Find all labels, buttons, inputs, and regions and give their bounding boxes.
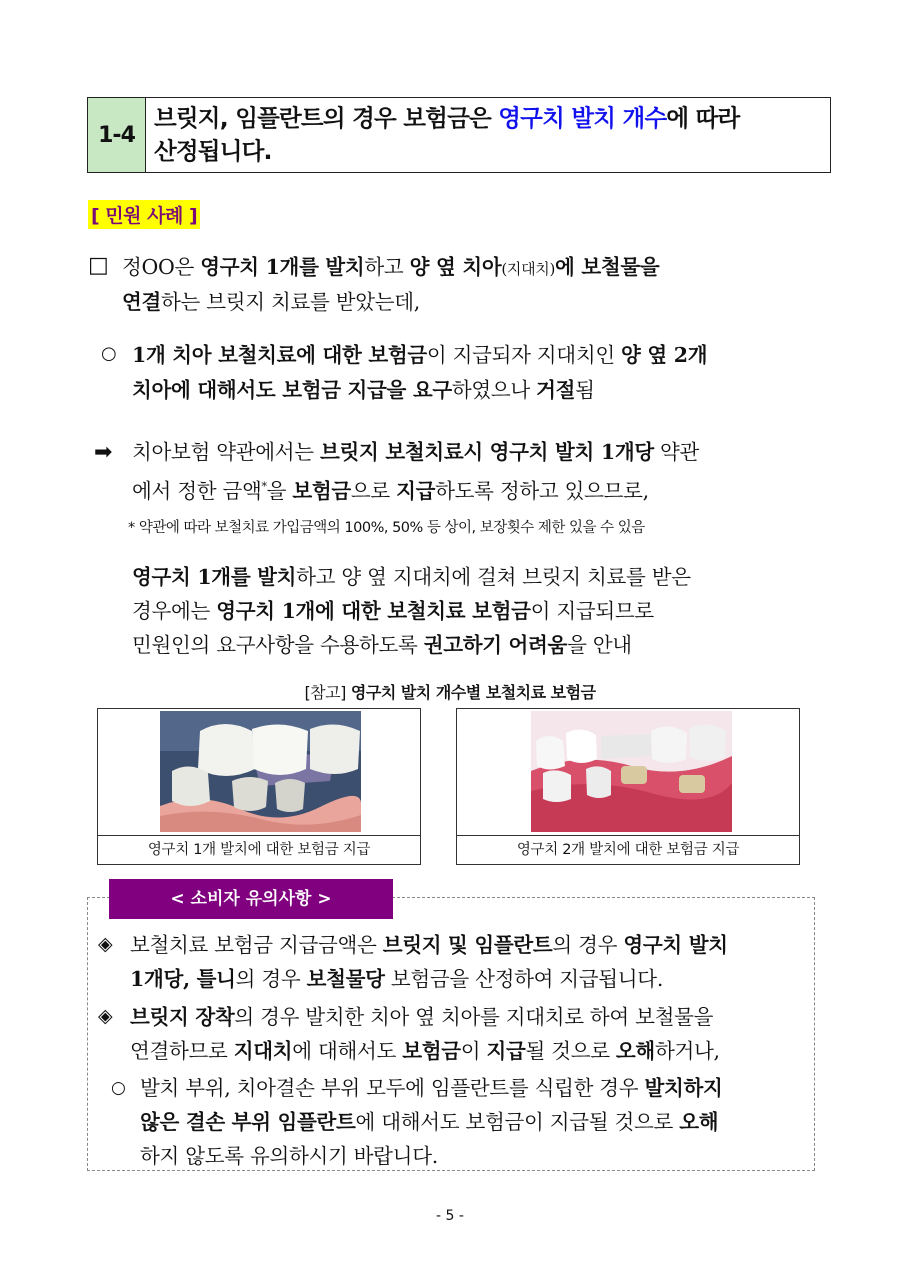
circle-bullet-icon: ○ (101, 343, 117, 364)
caution-item2-line1: 브릿지 장착의 경우 발치한 치아 옆 치아를 지대치로 하여 보철물을 (130, 1005, 714, 1029)
figure-1-caption: 영구치 1개 발치에 대한 보험금 지급 (97, 835, 421, 865)
caution-item2-line2: 연결하므로 지대치에 대해서도 보험금이 지급될 것으로 오해하거나, (130, 1039, 720, 1063)
bridge-one-tooth-image (160, 711, 361, 832)
diamond-bullet-icon: ◈ (98, 933, 113, 955)
caution-item3-line1: 발치 부위, 치아결손 부위 모두에 임플란트를 식립한 경우 발치하지 (140, 1076, 723, 1100)
result-line-4: 경우에는 영구치 1개에 대한 보철치료 보험금이 지급되므로 (132, 599, 654, 623)
square-bullet-icon: □ (88, 253, 109, 278)
section-title (146, 98, 830, 172)
case-line-2: 연결하는 브릿지 치료를 받았는데, (122, 290, 420, 314)
bridge-two-teeth-image (531, 711, 732, 832)
caution-tab: < 소비자 유의사항 > (109, 879, 393, 919)
caution-item1-line2: 1개당, 틀니의 경우 보철물당 보험금을 산정하여 지급됩니다. (130, 967, 664, 991)
section-header (87, 97, 831, 173)
circle-bullet-icon: ○ (111, 1078, 126, 1098)
caution-item3-line2: 않은 결손 부위 임플란트에 대해서도 보험금이 지급될 것으로 오해 (140, 1110, 719, 1134)
subpoint-line-1: 1개 치아 보철치료에 대한 보험금이 지급되자 지대치인 양 옆 2개 (132, 343, 708, 367)
title-line2: 산정됩니다. (154, 137, 272, 165)
figure-2-caption: 영구치 2개 발치에 대한 보험금 지급 (456, 835, 800, 865)
page-number: - 5 - (436, 1208, 464, 1224)
result-line-1: 치아보험 약관에서는 브릿지 보철치료시 영구치 발치 1개당 약관 (132, 440, 700, 464)
result-line-3: 영구치 1개를 발치하고 양 옆 지대치에 걸쳐 브릿지 치료를 받은 (132, 565, 691, 589)
section-number: 1-4 (88, 98, 146, 172)
arrow-right-icon: ➡ (94, 440, 113, 465)
caution-item1-line1: 보철치료 보험금 지급금액은 브릿지 및 임플란트의 경우 영구치 발치 (130, 933, 728, 957)
reference-title: [참고] 영구치 발치 개수별 보철치료 보험금 (304, 683, 596, 702)
title-part1: 브릿지, 임플란트의 경우 보험금은 (154, 104, 499, 132)
title-part2: 에 따라 (666, 104, 740, 132)
diamond-bullet-icon: ◈ (98, 1005, 113, 1027)
caution-item3-line3: 하지 않도록 유의하시기 바랍니다. (140, 1144, 438, 1168)
result-line-2: 에서 정한 금액*을 보험금으로 지급하도록 정하고 있으므로, (132, 478, 649, 503)
subpoint-line-2: 치아에 대해서도 보험금 지급을 요구하였으나 거절됨 (132, 378, 595, 402)
result-line-5: 민원인의 요구사항을 수용하도록 권고하기 어려움을 안내 (132, 633, 632, 657)
case-section-label: [ 민원 사례 ] (88, 200, 200, 229)
case-line-1: 정OO은 영구치 1개를 발치하고 양 옆 치아(지대치)에 보철물을 (122, 255, 660, 279)
footnote: * 약관에 따라 보철치료 가입금액의 100%, 50% 등 상이, 보장횟수 제한 있을 수 있음 (128, 520, 645, 536)
title-highlight: 영구치 발치 개수 (498, 104, 667, 132)
